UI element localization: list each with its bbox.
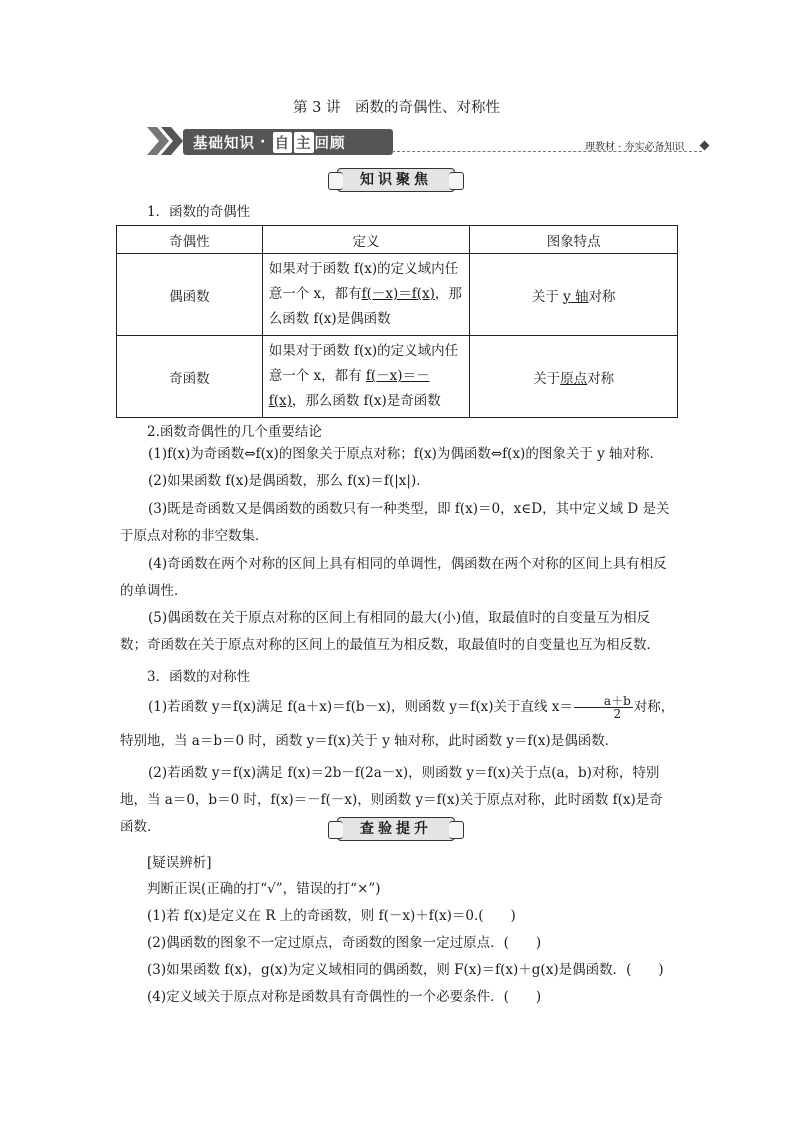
banner-part1: 基础知识 — [193, 135, 255, 152]
conclusion-item: (1)f(x)为奇函数⇔f(x)的图象关于原点对称；f(x)为偶函数⇔f(x)的图象关于 y 轴对称． — [148, 446, 664, 462]
feature-underlined: 原点 — [560, 370, 588, 387]
definition-text: ，那么函数 f(x)是奇函数 — [291, 393, 441, 409]
feature-text: 对称 — [587, 370, 615, 387]
table-header: 定义 — [262, 226, 470, 254]
feature-underlined: y 轴 — [563, 288, 589, 305]
table-row — [117, 254, 678, 336]
symmetry-item-2: (2)若函数 y＝f(x)满足 f(x)＝2b－f(2a－x)，则函数 y＝f(x)关于点(a，b)对称，特别地，当 a＝0，b＝0 时，f(x)＝－f(－x)，则函数 y＝f(x)关于原点对称，此时函数 f(x)是奇函数． — [120, 765, 663, 835]
section2-heading: 2.函数奇偶性的几个重要结论 — [147, 424, 322, 440]
table-cell-name: 奇函数 — [117, 336, 263, 418]
section1-heading: 1．函数的奇偶性 — [147, 204, 251, 220]
fraction — [574, 695, 633, 720]
exercise-instruction: 判断正误(正确的打“√”，错误的打“×”) — [147, 881, 381, 897]
banner-box2: 主 — [294, 132, 314, 153]
diamond-icon — [700, 141, 710, 151]
table-cell-name: 偶函数 — [117, 254, 263, 336]
exercise-label: [疑误辨析] — [147, 855, 212, 871]
knowledge-tag: 知识聚焦 — [337, 168, 455, 192]
chevron-arrows-icon — [147, 125, 187, 157]
feature-text: 关于 — [531, 288, 564, 305]
banner-right-text: 理教材 · 夯实必备知识 — [585, 142, 685, 153]
table-cell-feature — [470, 336, 678, 418]
table-row — [117, 336, 678, 418]
feature-text: 关于 — [533, 370, 561, 387]
banner-dot: · — [260, 134, 267, 150]
table-header: 图象特点 — [470, 226, 678, 254]
section-banner — [183, 129, 393, 155]
exercise-item: (3)如果函数 f(x)，g(x)为定义域相同的偶函数，则 F(x)＝f(x)＋g(x)是偶函数．( ) — [147, 962, 664, 978]
table-cell-definition — [262, 336, 470, 418]
conclusion-item: (3)既是奇函数又是偶函数的函数只有一种类型，即 f(x)＝0，x∈D，其中定义域 D 是关于原点对称的非空数集． — [120, 501, 670, 544]
definition-text: 如果对于函数 f(x)的定义域内任意一个 x，都有 — [268, 343, 459, 384]
definition-underlined: f(－x)＝－f(x) — [268, 368, 430, 409]
feature-text: 对称 — [588, 288, 616, 305]
fraction-denominator: 2 — [613, 707, 622, 721]
banner-part2: 回顾 — [314, 135, 346, 152]
table-cell-feature — [470, 254, 678, 336]
exercise-item: (4)定义域关于原点对称是函数具有奇偶性的一个必要条件．( ) — [147, 989, 542, 1005]
conclusion-item: (2)如果函数 f(x)是偶函数，那么 f(x)＝f(|x|)． — [148, 473, 430, 489]
fraction-numerator: a＋b — [574, 695, 633, 708]
table-header: 奇偶性 — [117, 226, 263, 254]
table-header-row — [117, 226, 678, 254]
definition-underlined: f(－x)＝f(x) — [361, 286, 435, 302]
definition-text: ，那么函数 f(x)是偶函数 — [268, 286, 462, 327]
symmetry-text: 对称，特别地，当 a＝b＝0 时，函数 y＝f(x)关于 y 轴对称，此时函数 y＝f(x)是偶函数． — [120, 699, 675, 749]
section3-heading: 3．函数的对称性 — [147, 669, 251, 685]
conclusion-item: (5)偶函数在关于原点对称的区间上有相同的最大(小)值，取最值时的自变量互为相反数；奇函数在关于原点对称的区间上的最值互为相反数，取最值时的自变量也互为相反数． — [120, 610, 660, 653]
banner-box1: 自 — [273, 132, 293, 153]
parity-table — [116, 225, 678, 418]
exercise-item: (1)若 f(x)是定义在 R 上的奇函数，则 f(－x)＋f(x)＝0.( ) — [147, 908, 516, 924]
exercise-item: (2)偶函数的图象不一定过原点，奇函数的图象一定过原点．( ) — [147, 935, 542, 951]
definition-text: 如果对于函数 f(x)的定义域内任意一个 x，都有 — [268, 261, 459, 302]
table-cell-definition — [262, 254, 470, 336]
conclusion-item: (4)奇函数在两个对称的区间上具有相同的单调性，偶函数在两个对称的区间上具有相反的单调性． — [120, 556, 667, 599]
symmetry-text: (1)若函数 y＝f(x)满足 f(a＋x)＝f(b－x)，则函数 y＝f(x)关于直线 x＝ — [148, 699, 573, 715]
check-tag: 查验提升 — [337, 817, 455, 841]
page-title: 第 3 讲 函数的奇偶性、对称性 — [293, 100, 500, 116]
symmetry-item-1 — [120, 690, 676, 758]
